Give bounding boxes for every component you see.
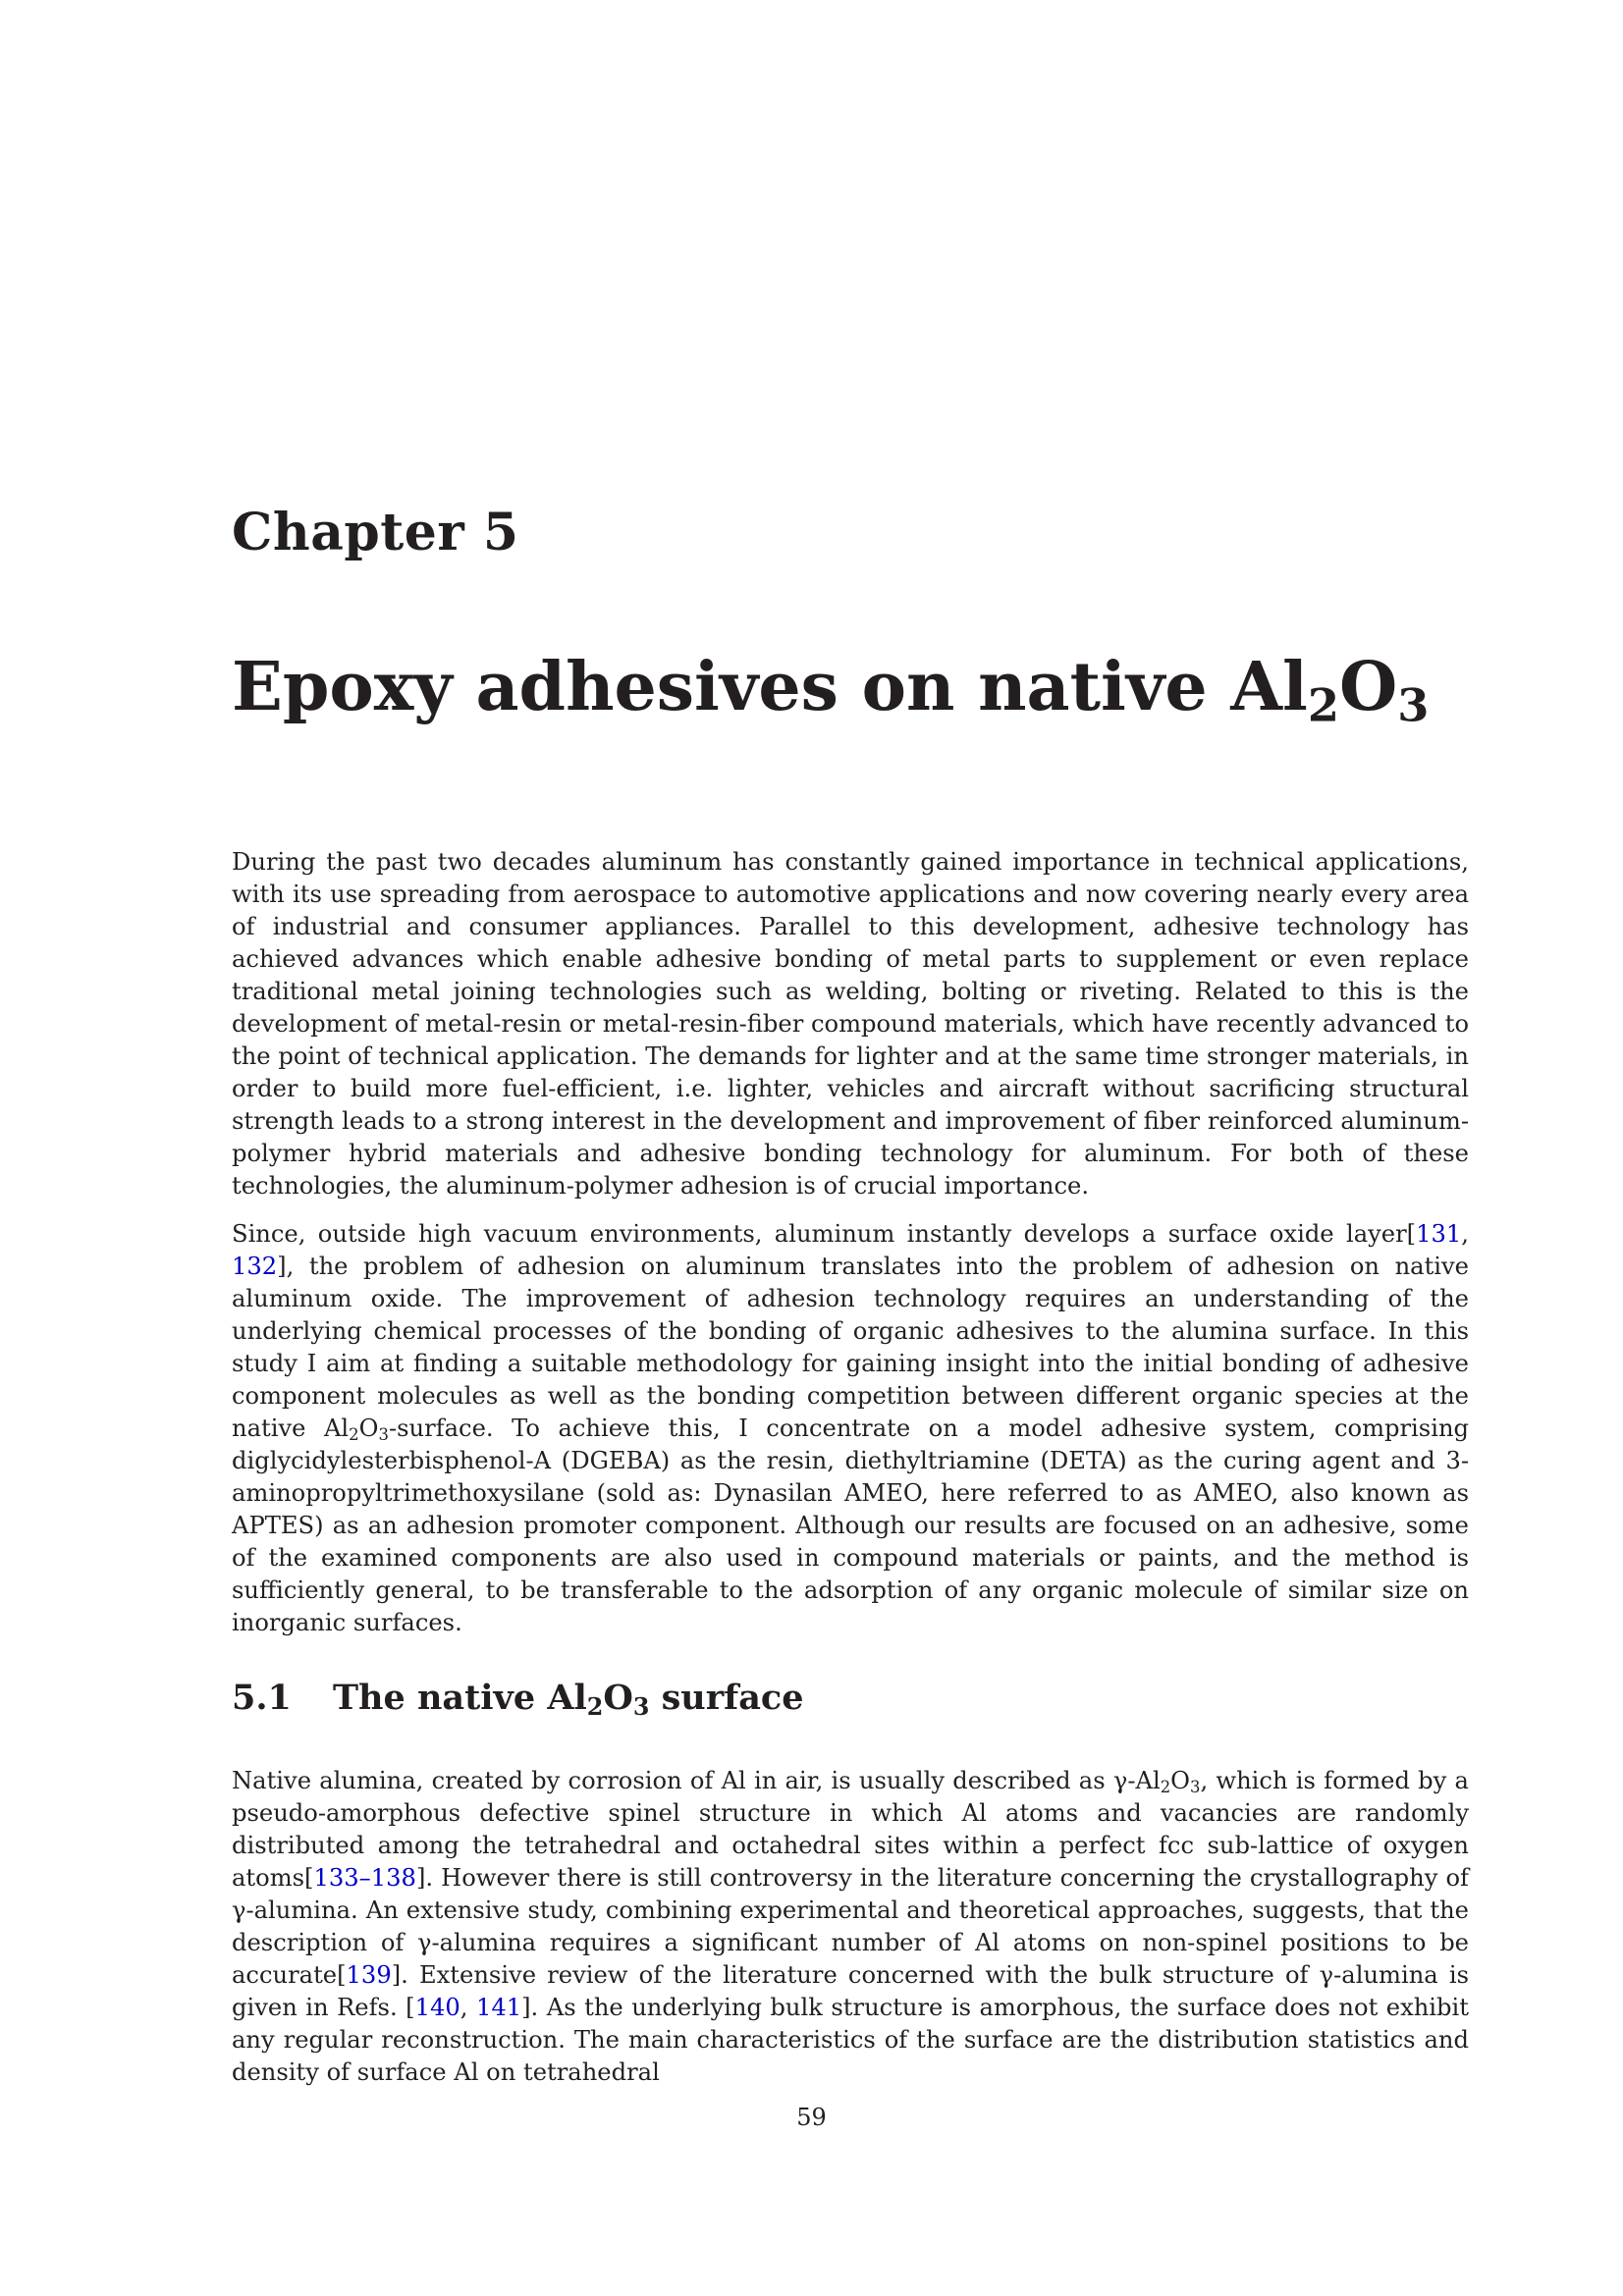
section-heading xyxy=(232,1678,804,1721)
page-number: 59 xyxy=(796,2104,827,2131)
section-p1-text-a: Native alumina, created by corrosion of Al in air, is usually described as γ-Al xyxy=(232,1767,1161,1794)
section-p1-text-e: ]. Extensive review of the literature concerned with the bulk structure of γ-alumina is given in Refs. [ xyxy=(232,1961,1469,2021)
chapter-label: Chapter 5 xyxy=(232,503,519,562)
citation-link-140[interactable]: 140 xyxy=(414,1994,460,2021)
intro-p2-text-b: ], the problem of adhesion on aluminum translates into the problem of adhesion on native aluminum oxide. The improvement of adhesion technology requires an understanding of the underlying chemical processes of the bonding of organic adhesives to the alumina surface. In this study I aim at finding a suitable methodology for gaining insight into the initial bonding of adhesive component molecules as well as the bonding competition between different organic species at the native Al xyxy=(232,1253,1469,1442)
chapter-title-subscript-3: 3 xyxy=(1397,678,1430,732)
section-title-text: The native Al xyxy=(333,1678,587,1718)
citation-separator: , xyxy=(460,1994,476,2021)
intro-p2-text-a: Since, outside high vacuum environments, aluminum instantly develops a surface oxide layer[ xyxy=(232,1220,1417,1248)
formula-oxygen: O xyxy=(1170,1767,1191,1794)
formula-oxygen: O xyxy=(358,1415,379,1442)
chapter-title-oxygen: O xyxy=(1339,648,1398,726)
formula-subscript-2: 2 xyxy=(1160,1778,1171,1797)
chapter-title xyxy=(232,648,1430,732)
formula-subscript-3: 3 xyxy=(378,1425,389,1445)
citation-link-131[interactable]: 131 xyxy=(1416,1220,1462,1248)
section-title-suffix: surface xyxy=(649,1678,804,1718)
section-p1-text-f: ]. As the underlying bulk structure is amorphous, the surface does not exhibit any regular reconstruction. The main characteristics of the surface are the distribution statistics and density of surface Al on tetrahedral xyxy=(232,1994,1469,2086)
section-title-subscript-2: 2 xyxy=(586,1692,604,1721)
formula-subscript-2: 2 xyxy=(349,1425,359,1445)
citation-link-141[interactable]: 141 xyxy=(475,1994,522,2021)
intro-paragraph-2 xyxy=(232,1218,1469,1639)
citation-link-139[interactable]: 139 xyxy=(346,1961,392,1989)
section-p1-text-d: ]. However there is still controversy in the literature concerning the crystallography of γ-alumina. An extensive study, combining experimental and theoretical approaches, suggests, that the description of γ-alumina requires a significant number of Al atoms on non-spinel positions to be accurate[ xyxy=(232,1864,1469,1989)
intro-paragraph-1: During the past two decades aluminum has constantly gained importance in technical applications, with its use spreading from aerospace to automotive applications and now covering nearly every area of industrial and consumer appliances. Parallel to this development, adhesive technology has achieved advances which enable adhesive bonding of metal parts to supplement or even replace traditional metal joining technologies such as welding, bolting or riveting. Related to this is the development of metal-resin or metal-resin-fiber compound materials, which have recently advanced to the point of technical application. The demands for lighter and at the same time stronger materials, in order to build more fuel-efficient, i.e. lighter, vehicles and aircraft without sacrificing structural strength leads to a strong interest in the development and improvement of fiber reinforced aluminum-polymer hybrid materials and adhesive bonding technology for aluminum. For both of these technologies, the aluminum-polymer adhesion is of crucial importance. xyxy=(232,848,1469,1200)
section-p1-text-c: , which is formed by a pseudo-amorphous defective spinel structure in which Al atoms and vacancies are randomly distributed among the tetrahedral and octahedral sites within a perfect fcc sub-lattice of oxygen atoms[ xyxy=(232,1767,1469,1892)
chapter-title-text: Epoxy adhesives on native Al xyxy=(232,648,1308,726)
section-number: 5.1 xyxy=(232,1678,292,1718)
section-title-subscript-3: 3 xyxy=(632,1692,650,1721)
chapter-title-subscript-2: 2 xyxy=(1307,678,1340,732)
section-title-oxygen: O xyxy=(603,1678,633,1718)
section-paragraph-1 xyxy=(232,1765,1469,2089)
intro-p2-text-d: -surface. To achieve this, I concentrate on a model adhesive system, comprising diglycidylesterbisphenol-A (DGEBA) as the resin, diethyltriamine (DETA) as the curing agent and 3-aminopropyltrimethoxysilane (sold as: Dynasilan AMEO, here referred to as AMEO, also known as APTES) as an adhesion promoter component. Although our results are focused on an adhesive, some of the examined components are also used in compound materials or paints, and the method is sufficiently general, to be transferable to the adsorption of any organic molecule of similar size on inorganic surfaces. xyxy=(232,1415,1470,1636)
formula-subscript-3: 3 xyxy=(1190,1778,1201,1797)
citation-link-132[interactable]: 132 xyxy=(232,1253,278,1280)
citation-separator: , xyxy=(1461,1220,1469,1248)
citation-link-133-138[interactable]: 133–138 xyxy=(313,1864,416,1892)
